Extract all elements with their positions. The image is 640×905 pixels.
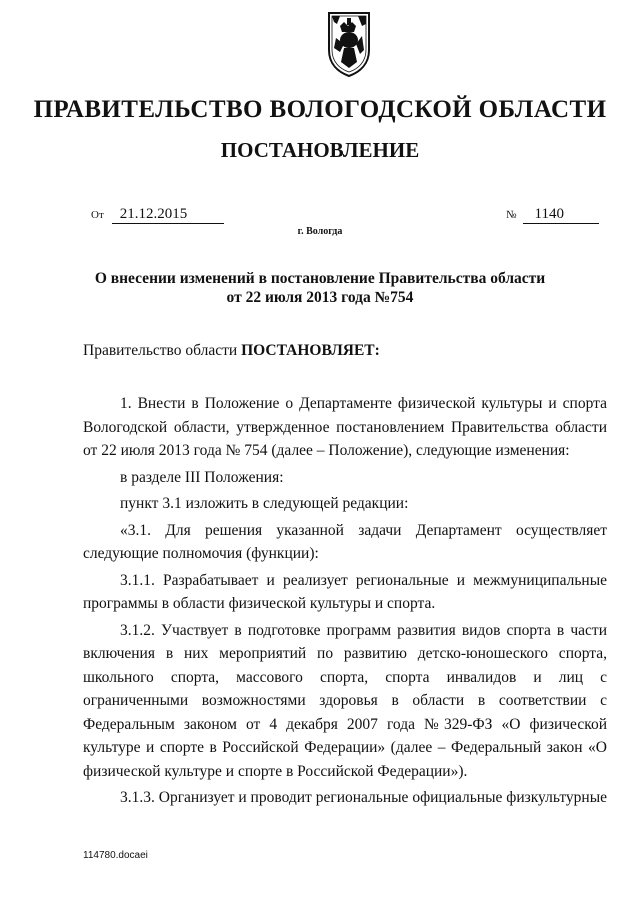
vologda-coat-of-arms-icon: [326, 10, 372, 78]
paragraph-6: 3.1.2. Участвует в подготовке программ развития видов спорта в части включения в них мероприятий по развитию детско-юношеского спорта, школьного спорта, массового спорта, спорта инвалидов и лиц с ограниченными возможностями здоровья в области в соответствии с Федеральным законом от 4 декабря 2007 года №329-ФЗ «О физической культуре и спорте в Российской Федерации» (далее – Федеральный закон «О физической культуре и спорте в Российской Федерации»).: [83, 621, 607, 780]
date-label: От: [91, 209, 104, 221]
number-label: №: [506, 209, 517, 221]
city: г. Вологда: [297, 226, 343, 237]
resolves-prefix: Правительство области: [83, 342, 242, 359]
paragraph-5: 3.1.1. Разрабатывает и реализует региональные и межмуниципальные программы в области физической культуры и спорта.: [83, 571, 607, 612]
resolves-bold: ПОСТАНОВЛЯЕТ:: [241, 342, 380, 359]
document-title: [0, 269, 640, 307]
paragraph-2: в разделе III Положения:: [120, 468, 284, 486]
document-body: [83, 392, 607, 810]
paragraph-1: 1. Внести в Положение о Департаменте физической культуры и спорта Вологодской области, утвержденное постановлением Правительства области от 22 июля 2013 года № 754 (далее – Положение), следующие изменения:: [83, 395, 607, 459]
government-name: ПРАВИТЕЛЬСТВО ВОЛОГОДСКОЙ ОБЛАСТИ: [33, 96, 607, 123]
paragraph-4: «3.1. Для решения указанной задачи Департамент осуществляет следующие полномочия (функции):: [83, 521, 607, 562]
date-value: 21.12.2015: [112, 206, 224, 224]
number-field: [506, 206, 599, 224]
paragraph-3: пункт 3.1 изложить в следующей редакции:: [120, 495, 409, 512]
title-line-1: О внесении изменений в постановление Правительства области: [94, 270, 546, 287]
document-type: ПОСТАНОВЛЕНИЕ: [220, 138, 420, 162]
number-value: 1140: [523, 206, 599, 224]
resolves-line: [83, 342, 380, 360]
date-field: [91, 206, 224, 224]
paragraph-7: 3.1.3. Организует и проводит региональные официальные физкультурные: [120, 789, 607, 806]
file-reference: 114780.docaei: [83, 850, 148, 861]
title-line-2: от 22 июля 2013 года №754: [226, 289, 414, 306]
